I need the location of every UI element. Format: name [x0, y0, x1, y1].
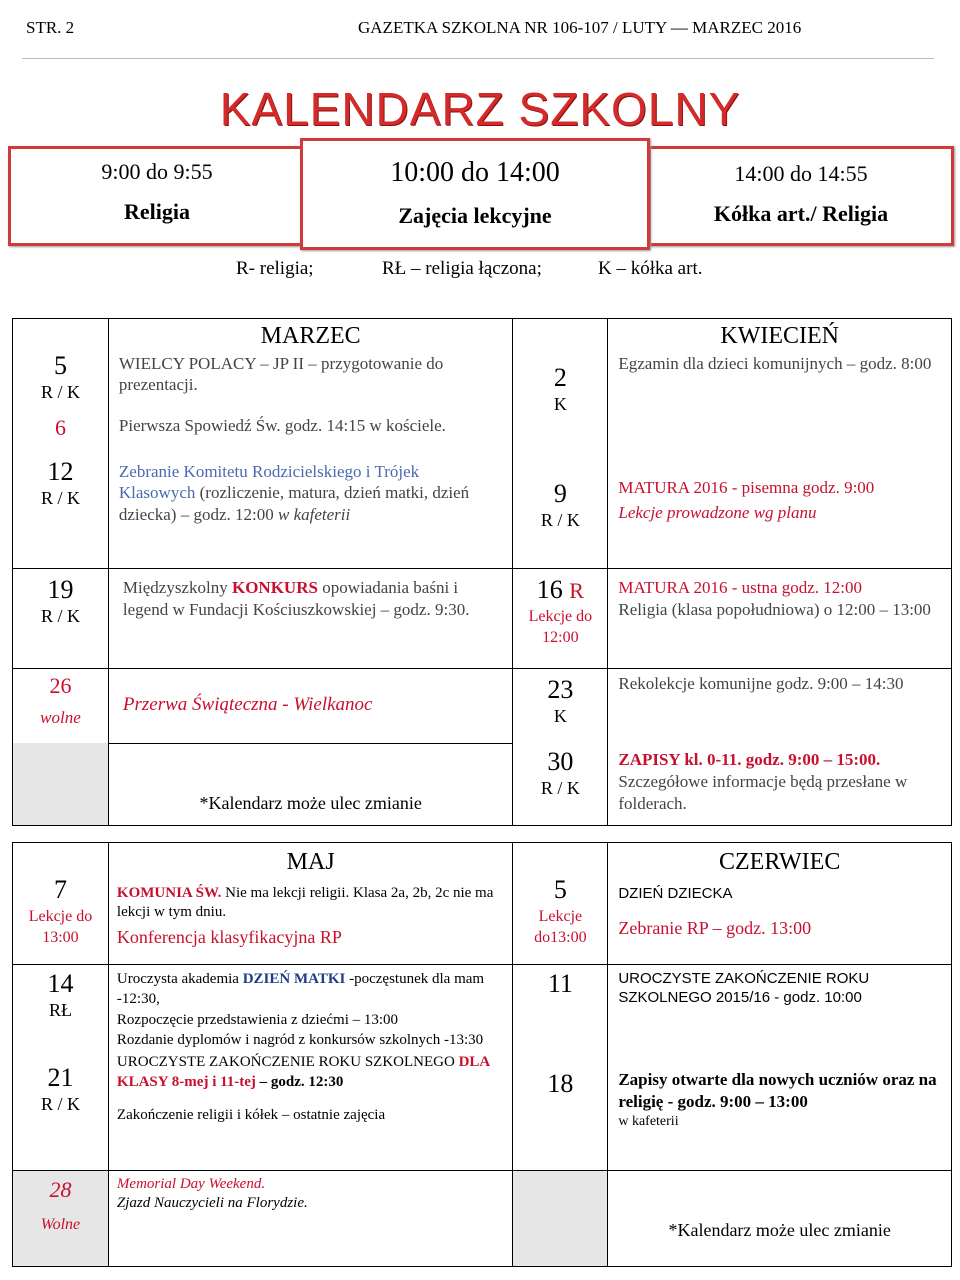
month-header-may: MAJ: [286, 849, 335, 875]
day-code: wolne: [40, 708, 81, 727]
event-text: Konferencja klasyfikacyjna RP: [116, 927, 342, 948]
day-cell: [513, 965, 608, 1171]
schedule-time: 9:00 do 9:55: [101, 159, 213, 184]
month-header-june: CZERWIEC: [719, 849, 841, 875]
day-cell: [13, 965, 109, 1171]
month-header-april: KWIECIEŃ: [608, 319, 952, 353]
page-title: KALENDARZ SZKOLNY: [219, 83, 741, 135]
event-text: Zebranie Komitetu Rodzicielskiego i Trójek Klasowych (rozliczenie, matura, dzień matki, dzień dziecka) – godz. 12:00 w kafeterii: [118, 461, 470, 524]
march-events-block: [108, 353, 513, 569]
day-note: Lekcje do 12:00: [528, 608, 593, 646]
day-number: 12: [47, 456, 74, 486]
event-text: WIELCY POLACY – JP II – przygotowanie do prezentacji.: [118, 353, 444, 395]
day-code: Wolne: [40, 1216, 81, 1233]
page-number: STR. 2: [26, 18, 75, 37]
schedule-subject: Kółka art./ Religia: [713, 201, 889, 226]
event-text: Zjazd Nauczycieli na Florydzie.: [116, 1195, 308, 1212]
legend-rl: RŁ – religia łączona;: [382, 258, 542, 279]
event-text: ZAPISY kl. 0-11. godz. 9:00 – 15:00.: [618, 750, 881, 769]
day-cell: [513, 669, 608, 826]
schedule-time: 10:00 do 14:00: [390, 157, 560, 188]
event-text: KOMUNIA ŚW. Nie ma lekcji religii. Klasa 2a, 2b, 2c nie ma lekcji w tym dniu.: [116, 884, 494, 920]
event-text: Egzamin dla dzieci komunijnych – godz. 8:00: [618, 353, 932, 373]
shaded-block: [13, 743, 108, 825]
event-cell: [108, 669, 513, 826]
legend-r: R- religia;: [236, 258, 314, 279]
event-text: Zakończenie religii i kółek – ostatnie zajęcia: [116, 1106, 386, 1123]
day-note: Lekcje do 13:00: [28, 908, 93, 946]
day-number: 14: [47, 969, 74, 998]
header-divider: [22, 58, 934, 59]
event-text: Przerwa Świąteczna - Wielkanoc: [122, 694, 373, 715]
day-cell: [13, 669, 109, 826]
day-code: K: [553, 706, 567, 726]
day-number: 5: [553, 875, 567, 904]
day-number: 9: [553, 478, 567, 508]
day-cell: [13, 569, 109, 669]
event-text: UROCZYSTE ZAKOŃCZENIE ROKU SZKOLNEGO DLA KLASY 8-mej i 11-tej – godz. 12:30: [116, 1054, 490, 1091]
march-days-block: [13, 350, 109, 569]
event-cell: [108, 965, 512, 1171]
event-text: Rozpoczęcie przedstawienia z dziećmi – 13:00: [116, 1011, 399, 1028]
calendar-note: *Kalendarz może ulec zmianie: [608, 1171, 952, 1267]
day-cell: [13, 843, 109, 965]
cell-empty: [13, 319, 109, 353]
event-cell: [108, 843, 512, 965]
event-text: Pierwsza Spowiedź Św. godz. 14:15 w kościele.: [118, 415, 446, 435]
day-number: 2: [553, 362, 567, 392]
day-number: 19: [47, 575, 74, 604]
day-code: RŁ: [48, 1000, 72, 1020]
event-cell: [608, 669, 952, 826]
schedule-box-religion: [8, 146, 306, 246]
event-text: Zebranie RP – godz. 13:00: [618, 917, 812, 938]
day-code: R / K: [40, 487, 80, 508]
event-text: Lekcje prowadzone wg planu: [618, 503, 817, 523]
schedule-subject: Zajęcia lekcyjne: [398, 203, 552, 228]
day-number: 30: [547, 747, 574, 776]
event-text: w kafeterii: [618, 1113, 679, 1129]
april-events-block: [608, 353, 952, 569]
day-note: Lekcje do13:00: [534, 908, 587, 946]
day-code: R / K: [40, 606, 80, 626]
day-cell: [513, 843, 608, 965]
event-text: UROCZYSTE ZAKOŃCZENIE ROKU SZKOLNEGO 2015/16 - godz. 10:00: [618, 970, 870, 1007]
event-text: Szczegółowe informacje będą przesłane w folderach.: [618, 771, 908, 813]
day-number: 23: [547, 675, 574, 704]
event-text: DZIEŃ DZIECKA: [618, 884, 733, 902]
event-cell: [108, 1171, 512, 1267]
day-number: 28: [49, 1177, 72, 1202]
day-code: R / K: [40, 1094, 80, 1114]
event-text: Rekolekcje komunijne godz. 9:00 – 14:30: [618, 674, 904, 693]
event-text: MATURA 2016 - ustna godz. 12:00: [618, 578, 863, 597]
day-cell: [13, 1171, 109, 1267]
event-text: MATURA 2016 - pisemna godz. 9:00: [618, 477, 875, 497]
day-cell: [513, 569, 608, 669]
event-cell: [608, 843, 952, 965]
gazette-title: GAZETKA SZKOLNA NR 106-107 / LUTY — MARZEC 2016: [358, 18, 802, 37]
schedule-box-clubs: [648, 146, 954, 246]
day-code: R / K: [40, 381, 80, 402]
day-number: 18: [547, 1069, 574, 1098]
event-cell: [608, 965, 952, 1171]
event-text: Uroczysta akademia DZIEŃ MATKI -poczęstunek dla mam -12:30,: [116, 971, 485, 1008]
event-text: Religia (klasa popołudniowa) o 12:00 – 13:00: [618, 599, 931, 619]
event-cell: [608, 569, 952, 669]
day-code: R: [569, 578, 584, 603]
event-text: Rozdanie dyplomów i nagród z konkursów szkolnych -13:30: [116, 1031, 484, 1048]
day-code: R / K: [540, 778, 580, 798]
legend-k: K – kółka art.: [598, 258, 703, 279]
day-code: K: [553, 393, 567, 414]
schedule-subject: Religia: [124, 199, 190, 224]
day-number: 11: [547, 969, 573, 998]
day-number: 7: [53, 875, 67, 904]
day-number: 6: [54, 414, 66, 440]
day-number: 21: [47, 1063, 74, 1092]
day-number: 16: [536, 575, 563, 604]
april-days-block: [513, 353, 608, 569]
day-number: 5: [53, 350, 67, 380]
cell-empty: [513, 319, 608, 353]
calendar-note: *Kalendarz może ulec zmianie: [109, 743, 513, 825]
calendar-may-june: [12, 842, 952, 1267]
event-cell: Międzyszkolny KONKURS opowiadania baśni i legend w Fundacji Kościuszkowskiej – godz. 9:30.: [108, 569, 513, 669]
day-code: R / K: [540, 509, 580, 530]
day-number: 26: [49, 673, 72, 698]
schedule-time: 14:00 do 14:55: [734, 161, 868, 186]
calendar-march-april: [12, 318, 952, 826]
schedule-box-classes: [300, 138, 650, 250]
shaded-block: [513, 1171, 608, 1267]
event-text: Zapisy otwarte dla nowych uczniów oraz na religię - godz. 9:00 – 13:00: [618, 1070, 937, 1111]
event-text: Memorial Day Weekend.: [116, 1176, 266, 1192]
month-header-march: MARZEC: [108, 319, 513, 353]
